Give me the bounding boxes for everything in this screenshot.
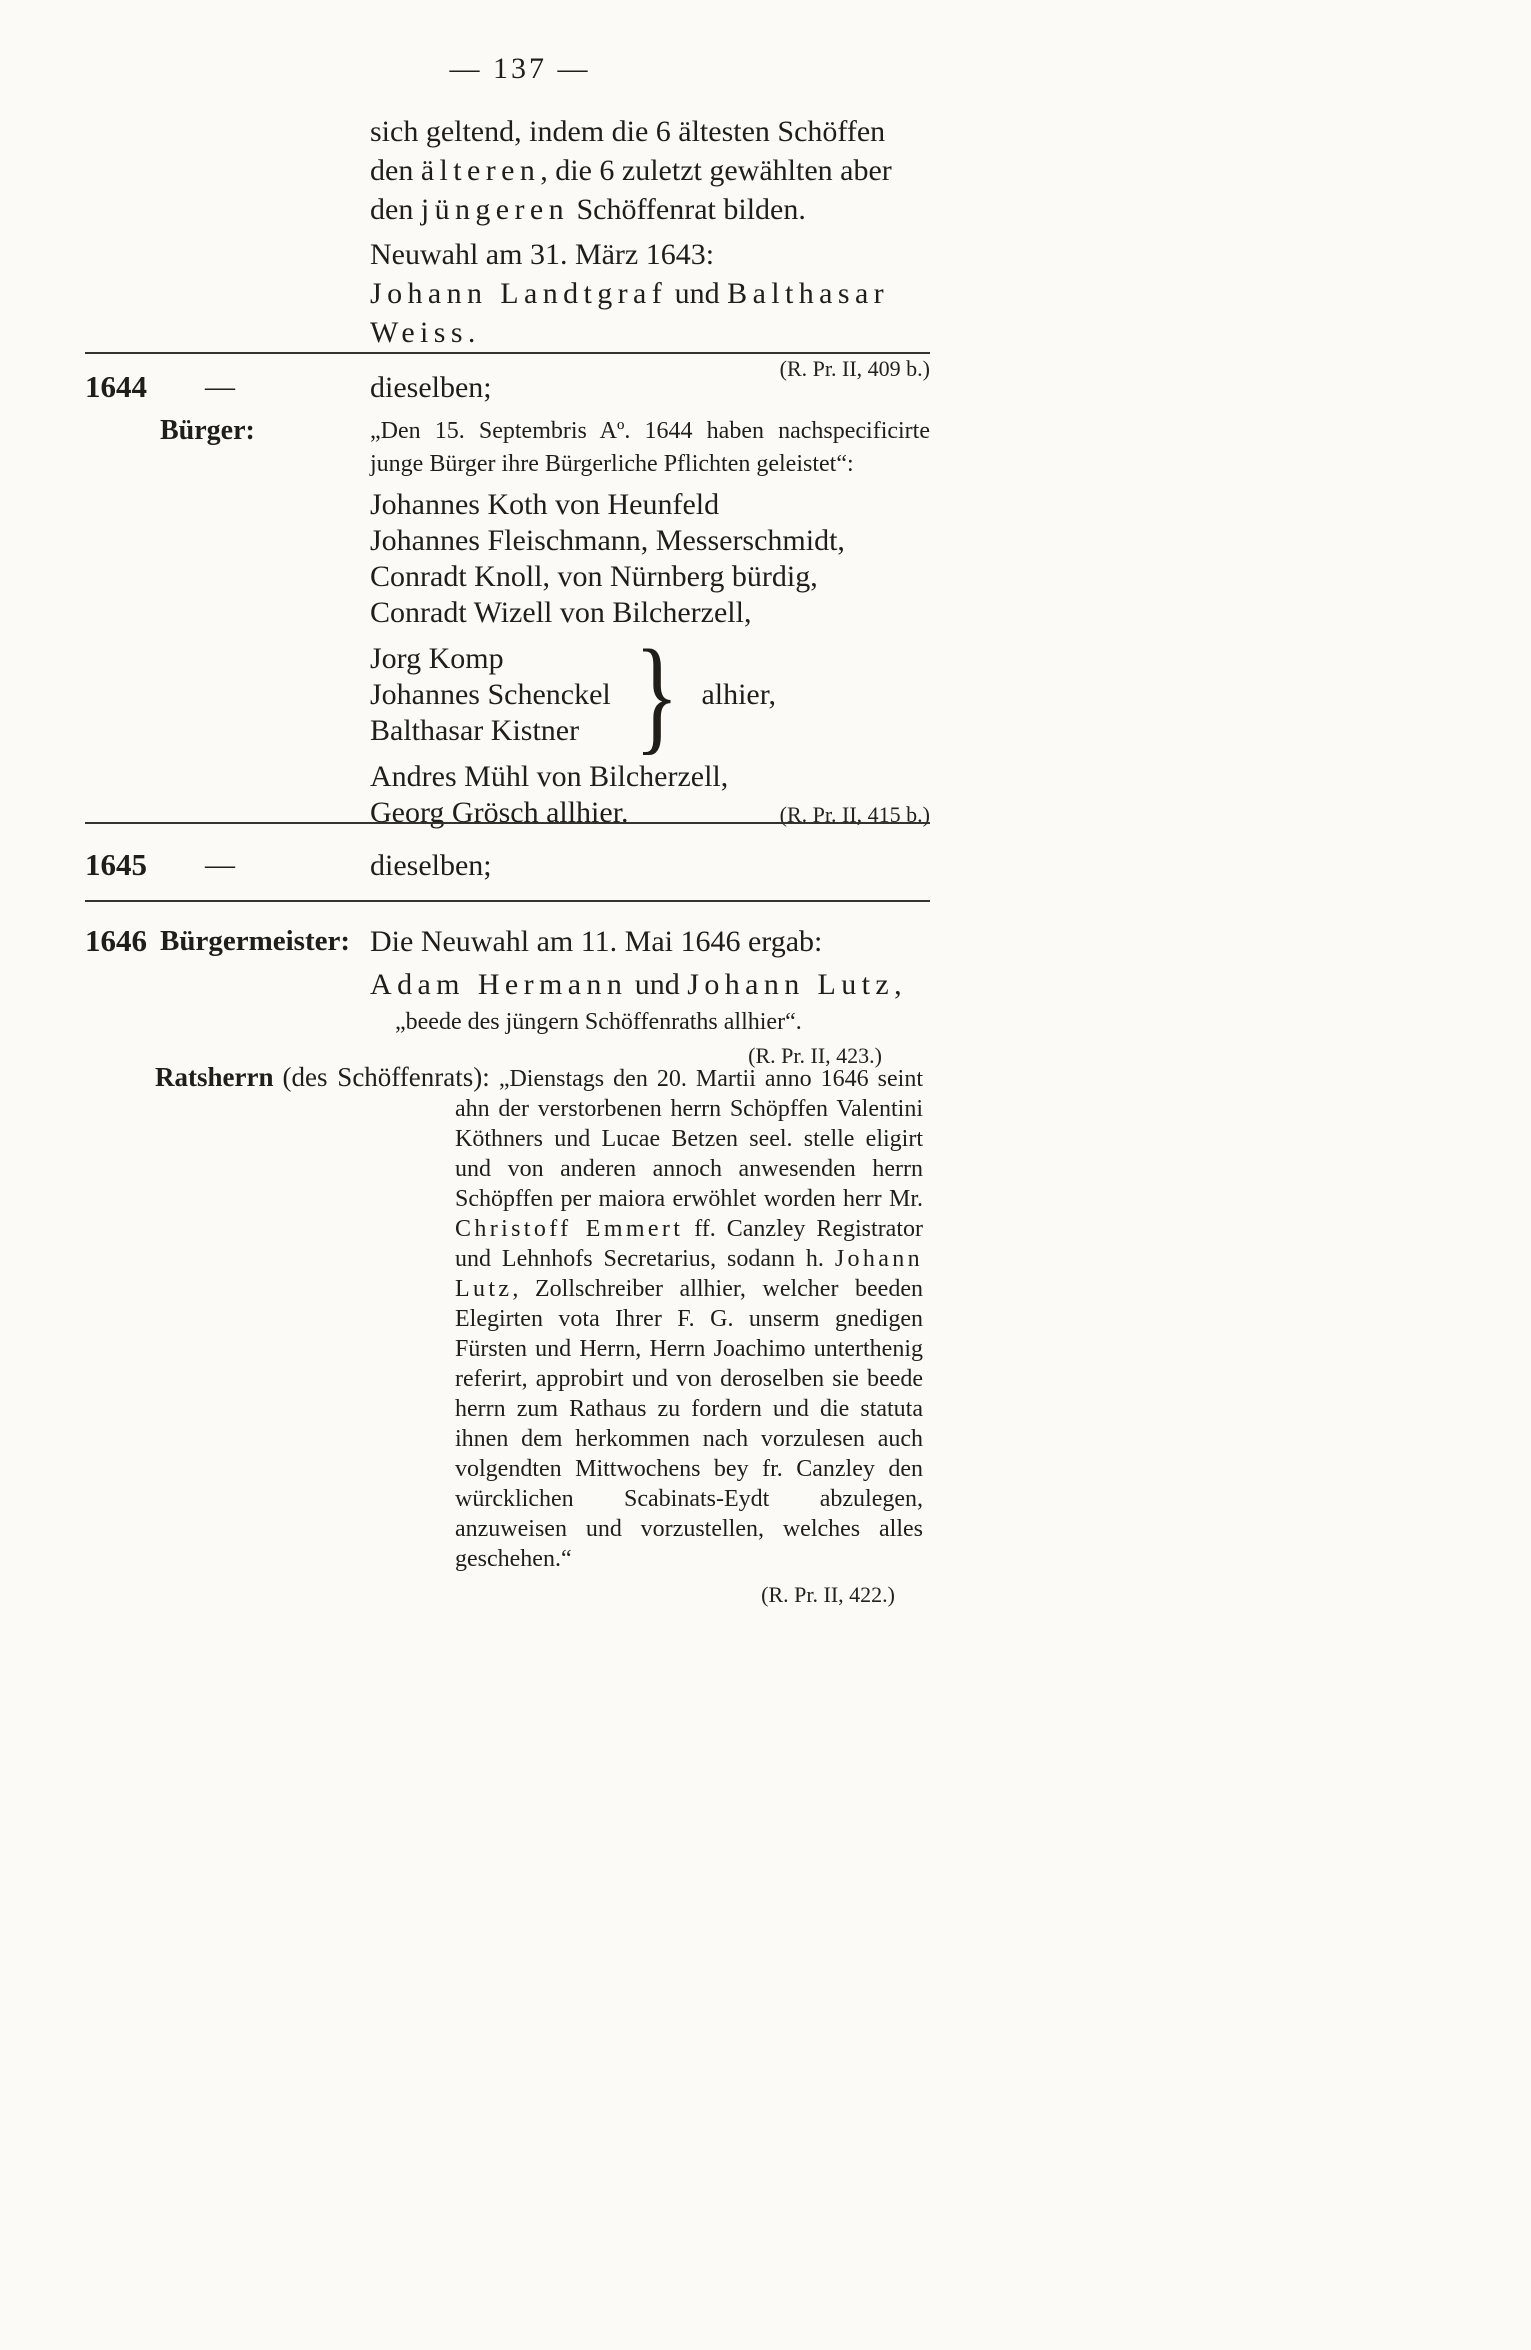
year-1645: 1645 <box>85 847 147 882</box>
citizen-name: Georg Grösch allhier. <box>370 796 629 829</box>
citizen-name: Jorg Komp <box>370 642 504 675</box>
citizen-name: Johannes Fleischmann, Messerschmidt, <box>370 524 845 557</box>
elected-names-1643 <box>370 274 930 352</box>
text-run: , die 6 zuletzt gewählten aber den <box>370 154 892 226</box>
section-divider <box>85 900 930 902</box>
spaced-word-juengeren: jüngeren <box>420 193 569 226</box>
entry-dash: — <box>205 370 235 403</box>
citizen-name: Johannes Schenckel <box>370 678 611 711</box>
beede-line: „beede des jüngern Schöffenraths allhier“. <box>395 1009 802 1035</box>
brace-name-column <box>370 641 622 749</box>
section-1646 <box>0 922 1531 1069</box>
last-citizen-row <box>370 795 930 831</box>
section-1645 <box>0 846 1531 885</box>
text-run: Schöffenrat bilden. <box>568 193 806 226</box>
spaced-name-christoff-emmert: Christoff Emmert <box>455 1216 684 1242</box>
buerger-label: Bürger: <box>160 415 255 446</box>
ratsherrn-label: Ratsherrn <box>155 1062 274 1092</box>
citizen-name: Conradt Knoll, von Nürnberg bürdig, <box>370 560 818 593</box>
elected-name: Johann Lutz, <box>687 968 908 1001</box>
section-1644 <box>0 368 1531 831</box>
entry-dash: — <box>205 848 235 881</box>
dieselben-text: dieselben; <box>370 849 492 882</box>
continuation-paragraph <box>370 112 930 229</box>
citizen-name-list <box>370 487 930 831</box>
citizen-brace-group <box>370 624 930 766</box>
elected-name: Balthasar Weiss. <box>370 277 890 349</box>
year-1644: 1644 <box>85 369 147 404</box>
citizen-name: Balthasar Kistner <box>370 714 580 747</box>
buergermeister-label: Bürgermeister: <box>160 925 351 957</box>
section-divider <box>85 822 930 824</box>
dieselben-text: dieselben; <box>370 371 492 404</box>
elected-names-1646 <box>370 965 930 1004</box>
page-number: — 137 — <box>449 52 591 85</box>
citation-422: (R. Pr. II, 422.) <box>761 1582 895 1607</box>
section-divider <box>85 352 930 354</box>
continuation-section <box>0 112 1531 382</box>
citation-415b: (R. Pr. II, 415 b.) <box>779 802 930 827</box>
citizen-name: Andres Mühl von Bilcherzell, <box>370 760 729 793</box>
text-run: sich geltend, indem die 6 ältesten Schöffen den <box>370 115 886 187</box>
citizen-name: Conradt Wizell von Bilcherzell, <box>370 596 752 629</box>
spaced-name-johann-lutz: Johann Lutz <box>455 1246 923 1302</box>
brace-label-alhier: alhier, <box>701 678 777 711</box>
neuwahl-1643-line: Neuwahl am 31. März 1643: <box>370 238 715 271</box>
conjunction: und <box>634 968 680 1001</box>
text-run: , Zollschreiber allhier, welcher beeden Elegirten vota Ihrer F. G. unserm gnedigen Fürsten und Herrn, Herrn Joachimo unterthenig referirt, approbirt und von deroselben sie beede herrn zum Rathaus zu fordern und die statuta ihnen dem herkommen nach vorzulesen auch volgendten Mittwochens bey fr. Canzley den würcklichen Scabinats-Eydt abzulegen, anzuweisen und vorzustellen, welches alles geschehen.“ <box>455 1276 923 1572</box>
ratsherrn-section <box>155 1062 923 1608</box>
ratsherrn-paragraph <box>155 1062 923 1574</box>
elected-name: Adam Hermann <box>370 968 628 1001</box>
citizens-oath-quote: „Den 15. Septembris Aº. 1644 haben nachspecificirte junge Bürger ihre Bürgerliche Pflichten geleistet“: <box>370 418 930 477</box>
citation-423: (R. Pr. II, 423.) <box>748 1043 882 1068</box>
text-run: ff. Canzley Registrator und Lehnhofs Secretarius, sodann h. <box>455 1216 923 1272</box>
elected-name: Johann Landtgraf <box>370 277 668 310</box>
grouping-brace-icon: } <box>634 624 679 766</box>
text-run: „Dienstags den 20. Martii anno 1646 seint ahn der verstorbenen herrn Schöpffen Valentini Köthners und Lucae Betzen seel. stelle eligirt und von anderen annoch anwesenden herrn Schöpffen per maiora erwöhlet worden herr Mr. <box>455 1066 923 1212</box>
spaced-word-aelteren: älteren <box>420 154 541 187</box>
ratsherrn-label-suffix: (des Schöffenrats): <box>282 1062 490 1092</box>
citation-409b: (R. Pr. II, 409 b.) <box>779 356 930 381</box>
citizen-name: Johannes Koth von Heunfeld <box>370 488 720 521</box>
year-1646: 1646 <box>85 923 147 958</box>
neuwahl-1646-line: Die Neuwahl am 11. Mai 1646 ergab: <box>370 925 823 958</box>
conjunction: und <box>674 277 720 310</box>
